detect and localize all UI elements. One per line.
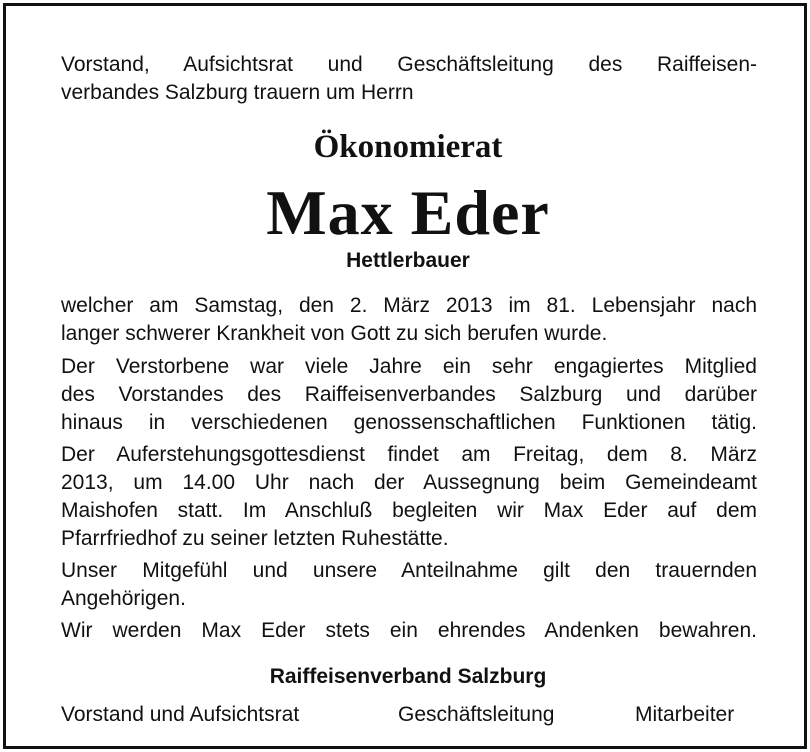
body-line: Pfarrfriedhof zu seiner letzten Ruhestätte. xyxy=(61,527,449,550)
signature-group-board: Vorstand und Aufsichtsrat xyxy=(61,703,300,726)
intro-line-1: Vorstand, Aufsichtsrat und Geschäftsleitung des Raiffeisen- xyxy=(61,53,757,76)
body-line: Angehörigen. xyxy=(61,587,186,610)
body-line: 2013, um 14.00 Uhr nach der Aussegnung beim Gemeindeamt xyxy=(61,471,757,494)
signature-organization: Raiffeisenverband Salzburg xyxy=(269,665,547,688)
deceased-name: Max Eder xyxy=(266,177,550,248)
body-line: hinaus in verschiedenen genossenschaftlichen Funktionen tätig. xyxy=(61,411,757,434)
body-line: Maishofen statt. Im Anschluß begleiten wir Max Eder auf dem xyxy=(61,499,757,522)
obituary-notice xyxy=(3,3,807,749)
farm-name: Hettlerbauer xyxy=(346,249,470,272)
body-line: Unser Mitgefühl und unsere Anteilnahme gilt den trauernden xyxy=(61,559,757,582)
body-line: langer schwerer Krankheit von Gott zu sich berufen wurde. xyxy=(61,322,608,345)
body-line: Der Auferstehungsgottesdienst findet am Freitag, dem 8. März xyxy=(61,443,757,466)
body-line: Der Verstorbene war viele Jahre ein sehr engagiertes Mitglied xyxy=(61,355,757,378)
honorary-title: Ökonomierat xyxy=(313,129,503,165)
body-line: des Vorstandes des Raiffeisenverbandes Salzburg und darüber xyxy=(61,383,757,406)
intro-line-2: verbandes Salzburg trauern um Herrn xyxy=(61,81,414,104)
body-line: Wir werden Max Eder stets ein ehrendes Andenken bewahren. xyxy=(61,619,757,642)
signature-group-staff: Mitarbeiter xyxy=(635,703,735,726)
body-line: welcher am Samstag, den 2. März 2013 im 81. Lebensjahr nach xyxy=(61,294,757,317)
signature-group-management: Geschäftsleitung xyxy=(398,703,555,726)
